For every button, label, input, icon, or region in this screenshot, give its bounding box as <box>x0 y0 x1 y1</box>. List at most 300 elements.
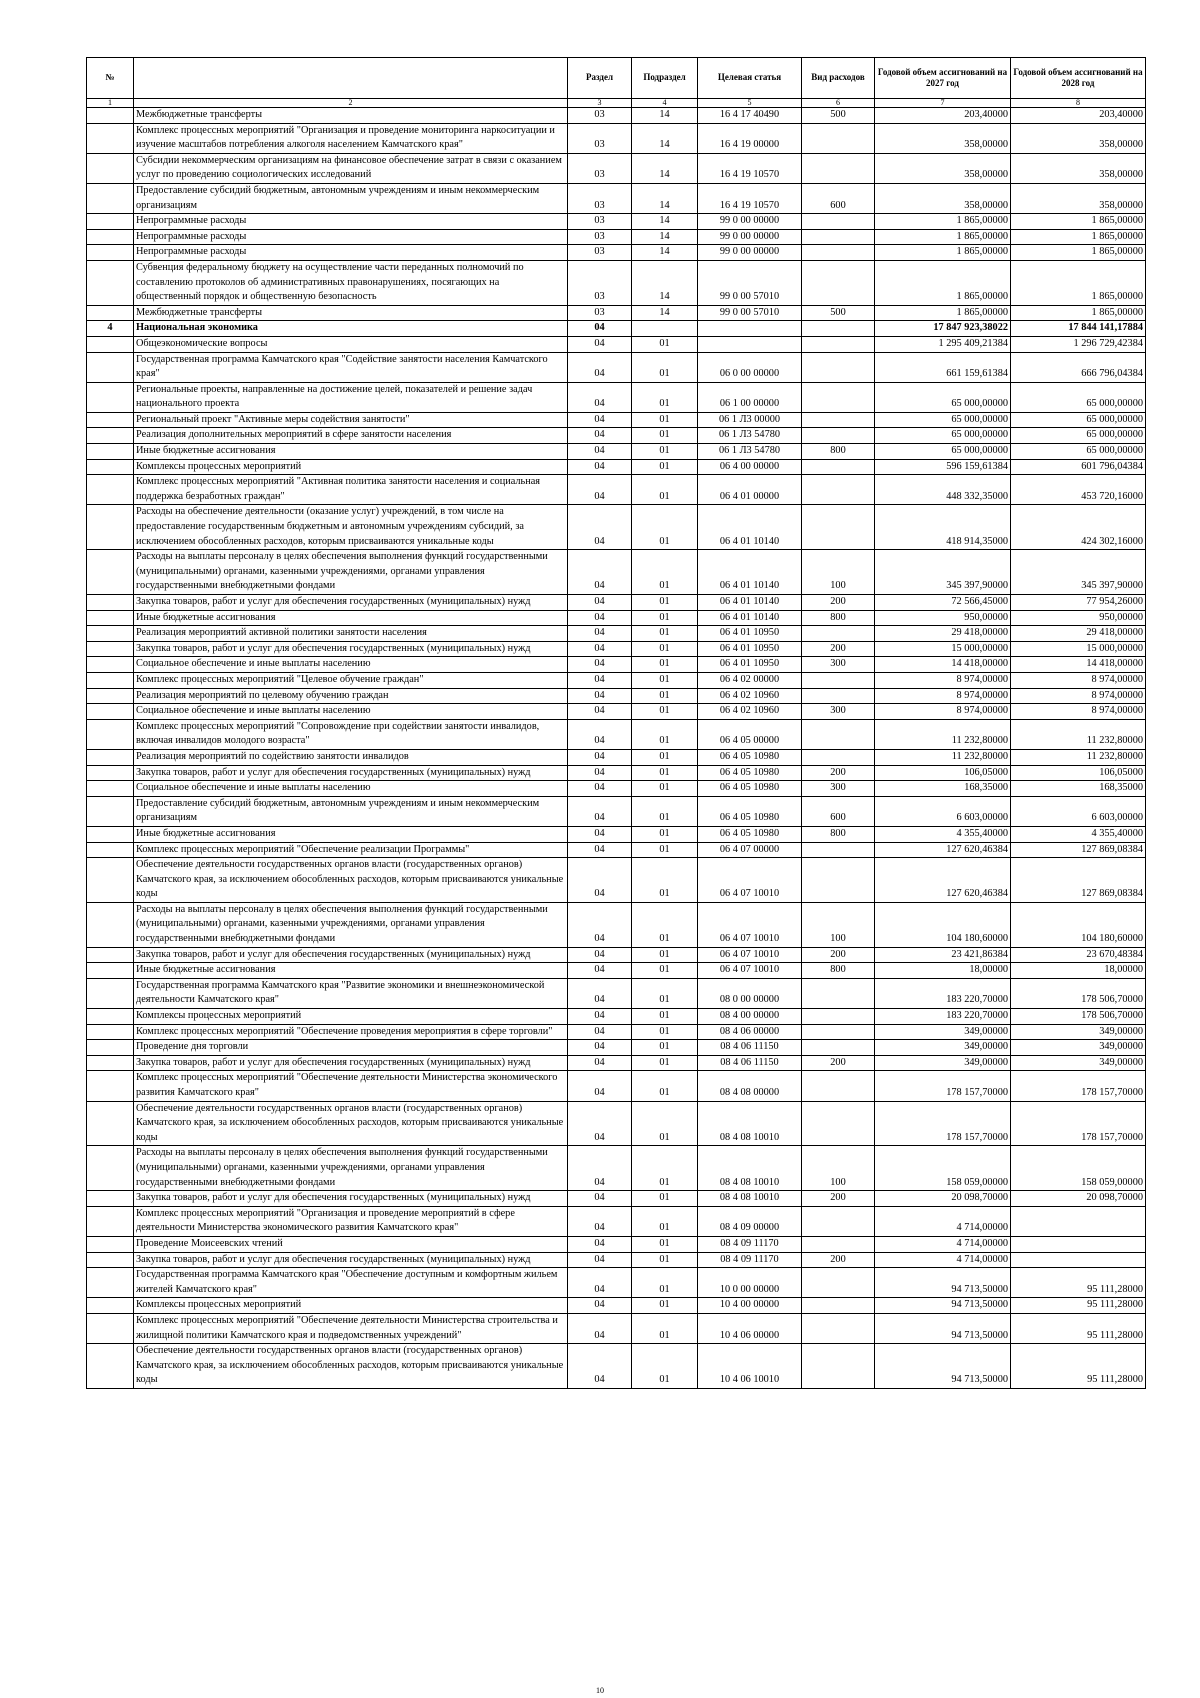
row-amount-2028: 601 796,04384 <box>1011 459 1146 475</box>
row-target-article: 06 1 Л3 54780 <box>698 444 802 460</box>
row-amount-2028: 1 865,00000 <box>1011 260 1146 305</box>
row-subsection: 14 <box>632 305 698 321</box>
row-target-article: 06 4 01 10140 <box>698 550 802 595</box>
row-section: 04 <box>568 1191 632 1207</box>
table-row <box>87 1344 1146 1389</box>
row-amount-2027: 661 159,61384 <box>875 352 1011 382</box>
header-2028: Годовой объем ассигнований на 2028 год <box>1011 58 1146 99</box>
table-row <box>87 305 1146 321</box>
table-header-row <box>87 58 1146 99</box>
column-number: 1 <box>87 99 134 108</box>
row-amount-2027: 72 566,45000 <box>875 595 1011 611</box>
row-target-article: 06 0 00 00000 <box>698 352 802 382</box>
row-amount-2027: 65 000,00000 <box>875 382 1011 412</box>
row-name: Непрограммные расходы <box>134 245 568 261</box>
row-subsection: 01 <box>632 352 698 382</box>
row-section: 04 <box>568 719 632 749</box>
row-section: 04 <box>568 826 632 842</box>
row-amount-2028: 11 232,80000 <box>1011 719 1146 749</box>
row-amount-2027: 11 232,80000 <box>875 749 1011 765</box>
row-amount-2028: 358,00000 <box>1011 123 1146 153</box>
row-amount-2028: 4 355,40000 <box>1011 826 1146 842</box>
row-section: 03 <box>568 153 632 183</box>
row-name: Региональные проекты, направленные на достижение целей, показателей и решение задач национального проекта <box>134 382 568 412</box>
row-name: Расходы на выплаты персоналу в целях обеспечения выполнения функций государственными (муниципальными) органами, казенными учреждениями, органами управления государственными внебюджетными фондами <box>134 1146 568 1191</box>
row-amount-2027: 349,00000 <box>875 1040 1011 1056</box>
row-expense-type <box>802 1206 875 1236</box>
row-expense-type <box>802 412 875 428</box>
row-subsection: 01 <box>632 1040 698 1056</box>
table-row <box>87 1252 1146 1268</box>
row-amount-2027: 178 157,70000 <box>875 1071 1011 1101</box>
table-row <box>87 672 1146 688</box>
header-expense-type: Вид расходов <box>802 58 875 99</box>
row-name: Комплекс процессных мероприятий "Целевое обучение граждан" <box>134 672 568 688</box>
row-target-article: 08 4 09 11170 <box>698 1236 802 1252</box>
row-number <box>87 183 134 213</box>
row-name: Комплекс процессных мероприятий "Обеспечение деятельности Министерства экономического развития Камчатского края" <box>134 1071 568 1101</box>
row-name: Социальное обеспечение и иные выплаты населению <box>134 704 568 720</box>
row-name: Субсидии некоммерческим организациям на финансовое обеспечение затрат в связи с оказанием услуг по проведению социологических исследований <box>134 153 568 183</box>
row-expense-type <box>802 1313 875 1343</box>
row-amount-2028: 203,40000 <box>1011 108 1146 124</box>
table-row <box>87 382 1146 412</box>
row-amount-2027: 65 000,00000 <box>875 428 1011 444</box>
row-expense-type <box>802 245 875 261</box>
row-number <box>87 123 134 153</box>
row-amount-2028: 345 397,90000 <box>1011 550 1146 595</box>
row-subsection: 01 <box>632 781 698 797</box>
row-amount-2027: 94 713,50000 <box>875 1344 1011 1389</box>
row-amount-2027: 127 620,46384 <box>875 858 1011 903</box>
row-expense-type: 600 <box>802 183 875 213</box>
header-2027: Годовой объем ассигнований на 2027 год <box>875 58 1011 99</box>
row-subsection: 01 <box>632 595 698 611</box>
row-amount-2027: 448 332,35000 <box>875 475 1011 505</box>
row-target-article: 06 4 00 00000 <box>698 459 802 475</box>
row-subsection: 01 <box>632 505 698 550</box>
row-name: Реализация мероприятий по содействию занятости инвалидов <box>134 749 568 765</box>
header-num: № <box>87 58 134 99</box>
row-amount-2027: 94 713,50000 <box>875 1313 1011 1343</box>
row-subsection: 01 <box>632 1101 698 1146</box>
row-subsection <box>632 321 698 337</box>
header-name <box>134 58 568 99</box>
row-amount-2028: 18,00000 <box>1011 963 1146 979</box>
row-name: Иные бюджетные ассигнования <box>134 826 568 842</box>
row-section: 04 <box>568 505 632 550</box>
column-number: 3 <box>568 99 632 108</box>
row-subsection: 01 <box>632 947 698 963</box>
row-target-article: 08 0 00 00000 <box>698 978 802 1008</box>
row-number <box>87 1206 134 1236</box>
row-target-article: 16 4 17 40490 <box>698 108 802 124</box>
row-amount-2027: 183 220,70000 <box>875 978 1011 1008</box>
row-section: 04 <box>568 459 632 475</box>
row-subsection: 01 <box>632 641 698 657</box>
row-amount-2027: 358,00000 <box>875 123 1011 153</box>
row-number <box>87 1009 134 1025</box>
row-amount-2027: 168,35000 <box>875 781 1011 797</box>
row-expense-type <box>802 719 875 749</box>
row-number <box>87 657 134 673</box>
row-expense-type: 800 <box>802 826 875 842</box>
table-row <box>87 1024 1146 1040</box>
row-subsection: 01 <box>632 1146 698 1191</box>
row-number <box>87 1313 134 1343</box>
row-amount-2027: 11 232,80000 <box>875 719 1011 749</box>
row-name: Непрограммные расходы <box>134 229 568 245</box>
row-amount-2028: 95 111,28000 <box>1011 1268 1146 1298</box>
row-name: Закупка товаров, работ и услуг для обеспечения государственных (муниципальных) нужд <box>134 641 568 657</box>
row-amount-2027: 158 059,00000 <box>875 1146 1011 1191</box>
row-amount-2028: 8 974,00000 <box>1011 704 1146 720</box>
row-amount-2028: 95 111,28000 <box>1011 1344 1146 1389</box>
row-expense-type <box>802 260 875 305</box>
row-amount-2028: 65 000,00000 <box>1011 428 1146 444</box>
row-number <box>87 826 134 842</box>
row-number <box>87 947 134 963</box>
row-expense-type: 200 <box>802 641 875 657</box>
row-expense-type: 200 <box>802 595 875 611</box>
row-subsection: 01 <box>632 1268 698 1298</box>
row-expense-type <box>802 626 875 642</box>
row-amount-2028 <box>1011 1206 1146 1236</box>
row-amount-2027: 1 865,00000 <box>875 214 1011 230</box>
row-section: 03 <box>568 183 632 213</box>
row-number <box>87 1268 134 1298</box>
row-name: Проведение дня торговли <box>134 1040 568 1056</box>
row-subsection: 01 <box>632 428 698 444</box>
row-target-article: 08 4 06 00000 <box>698 1024 802 1040</box>
row-section: 04 <box>568 1009 632 1025</box>
row-section: 04 <box>568 1313 632 1343</box>
row-amount-2028: 23 670,48384 <box>1011 947 1146 963</box>
row-expense-type <box>802 688 875 704</box>
row-subsection: 01 <box>632 704 698 720</box>
table-row <box>87 978 1146 1008</box>
row-name: Реализация дополнительных мероприятий в сфере занятости населения <box>134 428 568 444</box>
row-number <box>87 214 134 230</box>
row-amount-2028: 158 059,00000 <box>1011 1146 1146 1191</box>
row-section: 04 <box>568 1236 632 1252</box>
header-subsection: Подраздел <box>632 58 698 99</box>
row-target-article: 06 4 01 10950 <box>698 626 802 642</box>
row-amount-2027: 6 603,00000 <box>875 796 1011 826</box>
row-section: 04 <box>568 749 632 765</box>
table-row <box>87 550 1146 595</box>
row-amount-2028: 1 865,00000 <box>1011 214 1146 230</box>
table-row <box>87 688 1146 704</box>
row-section: 04 <box>568 1206 632 1236</box>
row-amount-2027: 1 865,00000 <box>875 260 1011 305</box>
row-subsection: 01 <box>632 1191 698 1207</box>
row-expense-type <box>802 475 875 505</box>
row-subsection: 01 <box>632 719 698 749</box>
row-expense-type <box>802 214 875 230</box>
row-section: 04 <box>568 1344 632 1389</box>
row-subsection: 01 <box>632 1071 698 1101</box>
row-target-article: 06 4 07 10010 <box>698 963 802 979</box>
row-amount-2028: 15 000,00000 <box>1011 641 1146 657</box>
row-expense-type <box>802 352 875 382</box>
row-subsection: 01 <box>632 1298 698 1314</box>
row-amount-2027: 178 157,70000 <box>875 1101 1011 1146</box>
row-amount-2028: 178 506,70000 <box>1011 1009 1146 1025</box>
row-amount-2028: 1 865,00000 <box>1011 229 1146 245</box>
row-section: 04 <box>568 672 632 688</box>
row-amount-2027: 18,00000 <box>875 963 1011 979</box>
row-target-article: 06 4 02 10960 <box>698 704 802 720</box>
row-subsection: 01 <box>632 688 698 704</box>
row-target-article: 06 4 05 10980 <box>698 765 802 781</box>
row-name: Межбюджетные трансферты <box>134 305 568 321</box>
row-expense-type <box>802 1268 875 1298</box>
row-section: 04 <box>568 1024 632 1040</box>
table-row <box>87 1191 1146 1207</box>
row-expense-type: 300 <box>802 781 875 797</box>
row-name: Комплекс процессных мероприятий "Организация и проведение мероприятий в сфере деятельности Министерства экономического развития Камчатского края" <box>134 1206 568 1236</box>
row-expense-type: 200 <box>802 1252 875 1268</box>
row-amount-2027: 358,00000 <box>875 153 1011 183</box>
row-subsection: 01 <box>632 1009 698 1025</box>
row-amount-2027: 8 974,00000 <box>875 704 1011 720</box>
row-amount-2027: 183 220,70000 <box>875 1009 1011 1025</box>
row-number <box>87 963 134 979</box>
column-numbers-row <box>87 99 1146 108</box>
row-target-article <box>698 321 802 337</box>
row-amount-2028: 666 796,04384 <box>1011 352 1146 382</box>
row-section: 04 <box>568 765 632 781</box>
row-expense-type <box>802 123 875 153</box>
row-subsection: 14 <box>632 183 698 213</box>
row-expense-type: 200 <box>802 765 875 781</box>
row-expense-type <box>802 1071 875 1101</box>
row-number: 4 <box>87 321 134 337</box>
row-expense-type: 600 <box>802 796 875 826</box>
table-row <box>87 826 1146 842</box>
row-number <box>87 475 134 505</box>
column-number: 7 <box>875 99 1011 108</box>
row-amount-2027: 106,05000 <box>875 765 1011 781</box>
row-expense-type: 800 <box>802 444 875 460</box>
row-section: 04 <box>568 641 632 657</box>
table-row <box>87 1071 1146 1101</box>
table-row <box>87 108 1146 124</box>
row-expense-type: 100 <box>802 550 875 595</box>
row-number <box>87 688 134 704</box>
row-number <box>87 1191 134 1207</box>
row-amount-2028: 17 844 141,17884 <box>1011 321 1146 337</box>
row-amount-2027: 20 098,70000 <box>875 1191 1011 1207</box>
header-target: Целевая статья <box>698 58 802 99</box>
row-subsection: 14 <box>632 108 698 124</box>
row-expense-type <box>802 229 875 245</box>
row-amount-2027: 4 355,40000 <box>875 826 1011 842</box>
row-expense-type <box>802 1040 875 1056</box>
row-amount-2027: 4 714,00000 <box>875 1252 1011 1268</box>
table-row <box>87 123 1146 153</box>
row-section: 04 <box>568 610 632 626</box>
row-number <box>87 1055 134 1071</box>
row-target-article: 06 1 00 00000 <box>698 382 802 412</box>
row-amount-2028: 349,00000 <box>1011 1055 1146 1071</box>
row-subsection: 01 <box>632 382 698 412</box>
row-number <box>87 641 134 657</box>
table-row <box>87 214 1146 230</box>
column-number: 4 <box>632 99 698 108</box>
row-subsection: 01 <box>632 672 698 688</box>
row-target-article: 06 4 02 00000 <box>698 672 802 688</box>
table-row <box>87 1009 1146 1025</box>
row-name: Предоставление субсидий бюджетным, автономным учреждениям и иным некоммерческим организациям <box>134 796 568 826</box>
row-subsection: 01 <box>632 1206 698 1236</box>
row-number <box>87 305 134 321</box>
row-section: 04 <box>568 475 632 505</box>
row-name: Закупка товаров, работ и услуг для обеспечения государственных (муниципальных) нужд <box>134 1191 568 1207</box>
row-amount-2027: 4 714,00000 <box>875 1236 1011 1252</box>
row-subsection: 01 <box>632 749 698 765</box>
table-row <box>87 153 1146 183</box>
row-name: Комплексы процессных мероприятий <box>134 459 568 475</box>
row-expense-type: 200 <box>802 947 875 963</box>
row-subsection: 01 <box>632 1344 698 1389</box>
row-target-article: 99 0 00 00000 <box>698 214 802 230</box>
row-section: 04 <box>568 595 632 611</box>
row-target-article: 16 4 19 10570 <box>698 183 802 213</box>
row-subsection: 01 <box>632 475 698 505</box>
row-amount-2027: 345 397,90000 <box>875 550 1011 595</box>
table-row <box>87 260 1146 305</box>
table-row <box>87 1206 1146 1236</box>
row-section: 04 <box>568 1040 632 1056</box>
row-number <box>87 1146 134 1191</box>
row-number <box>87 245 134 261</box>
table-row <box>87 626 1146 642</box>
row-name: Комплекс процессных мероприятий "Обеспечение проведения мероприятия в сфере торговли" <box>134 1024 568 1040</box>
row-section: 04 <box>568 321 632 337</box>
table-row <box>87 1313 1146 1343</box>
row-amount-2027: 15 000,00000 <box>875 641 1011 657</box>
row-expense-type: 500 <box>802 305 875 321</box>
row-target-article: 16 4 19 00000 <box>698 123 802 153</box>
table-row <box>87 475 1146 505</box>
row-subsection: 01 <box>632 902 698 947</box>
row-subsection: 01 <box>632 1055 698 1071</box>
row-amount-2028: 106,05000 <box>1011 765 1146 781</box>
row-name: Национальная экономика <box>134 321 568 337</box>
row-expense-type <box>802 382 875 412</box>
row-subsection: 01 <box>632 550 698 595</box>
row-subsection: 14 <box>632 153 698 183</box>
row-name: Региональный проект "Активные меры содействия занятости" <box>134 412 568 428</box>
row-number <box>87 336 134 352</box>
row-amount-2028: 1 865,00000 <box>1011 305 1146 321</box>
row-amount-2027: 94 713,50000 <box>875 1298 1011 1314</box>
row-section: 03 <box>568 245 632 261</box>
row-subsection: 01 <box>632 765 698 781</box>
table-row <box>87 336 1146 352</box>
table-row <box>87 1146 1146 1191</box>
row-section: 04 <box>568 858 632 903</box>
row-name: Обеспечение деятельности государственных органов власти (государственных органов) Камчатского края, за исключением обособленных расходов, которым присваиваются уникальные коды <box>134 858 568 903</box>
row-section: 03 <box>568 305 632 321</box>
row-subsection: 01 <box>632 336 698 352</box>
row-expense-type <box>802 1236 875 1252</box>
row-target-article: 06 4 07 10010 <box>698 858 802 903</box>
table-row <box>87 459 1146 475</box>
row-subsection: 01 <box>632 1313 698 1343</box>
column-number: 8 <box>1011 99 1146 108</box>
row-expense-type: 300 <box>802 704 875 720</box>
row-target-article: 06 4 01 10950 <box>698 641 802 657</box>
row-amount-2028: 65 000,00000 <box>1011 444 1146 460</box>
table-row <box>87 858 1146 903</box>
table-row <box>87 641 1146 657</box>
row-subsection: 01 <box>632 1024 698 1040</box>
row-name: Общеэкономические вопросы <box>134 336 568 352</box>
row-name: Комплексы процессных мероприятий <box>134 1009 568 1025</box>
row-expense-type: 200 <box>802 1191 875 1207</box>
row-amount-2028: 178 157,70000 <box>1011 1101 1146 1146</box>
row-amount-2028: 95 111,28000 <box>1011 1313 1146 1343</box>
table-row <box>87 229 1146 245</box>
row-name: Расходы на обеспечение деятельности (оказание услуг) учреждений, в том числе на предоставление государственным бюджетным и автономным учреждениям субсидий, за исключением обособленных расходов, которым присваиваются уникальные коды <box>134 505 568 550</box>
row-name: Закупка товаров, работ и услуг для обеспечения государственных (муниципальных) нужд <box>134 947 568 963</box>
row-number <box>87 749 134 765</box>
row-name: Проведение Моисеевских чтений <box>134 1236 568 1252</box>
row-target-article: 06 4 07 00000 <box>698 842 802 858</box>
row-amount-2028: 65 000,00000 <box>1011 382 1146 412</box>
row-number <box>87 672 134 688</box>
table-row <box>87 1055 1146 1071</box>
row-number <box>87 842 134 858</box>
row-amount-2028: 8 974,00000 <box>1011 688 1146 704</box>
row-target-article: 06 4 07 10010 <box>698 902 802 947</box>
table-row <box>87 1236 1146 1252</box>
row-expense-type <box>802 1344 875 1389</box>
row-subsection: 14 <box>632 214 698 230</box>
row-section: 04 <box>568 1298 632 1314</box>
row-expense-type <box>802 978 875 1008</box>
row-target-article: 16 4 19 10570 <box>698 153 802 183</box>
row-expense-type: 100 <box>802 1146 875 1191</box>
row-amount-2027: 8 974,00000 <box>875 672 1011 688</box>
row-name: Комплекс процессных мероприятий "Обеспечение деятельности Министерства строительства и жилищной политики Камчатского края и подведомственных учреждений" <box>134 1313 568 1343</box>
row-section: 04 <box>568 1252 632 1268</box>
row-number <box>87 153 134 183</box>
table-row <box>87 781 1146 797</box>
table-row <box>87 1101 1146 1146</box>
row-number <box>87 352 134 382</box>
table-row <box>87 749 1146 765</box>
row-target-article: 10 0 00 00000 <box>698 1268 802 1298</box>
row-number <box>87 550 134 595</box>
row-subsection: 01 <box>632 963 698 979</box>
header-section: Раздел <box>568 58 632 99</box>
row-section: 04 <box>568 428 632 444</box>
row-amount-2028 <box>1011 1252 1146 1268</box>
row-subsection: 01 <box>632 459 698 475</box>
row-section: 03 <box>568 123 632 153</box>
row-target-article <box>698 336 802 352</box>
table-row <box>87 245 1146 261</box>
row-number <box>87 1236 134 1252</box>
row-section: 04 <box>568 1055 632 1071</box>
row-amount-2027: 950,00000 <box>875 610 1011 626</box>
row-number <box>87 781 134 797</box>
row-expense-type <box>802 1024 875 1040</box>
